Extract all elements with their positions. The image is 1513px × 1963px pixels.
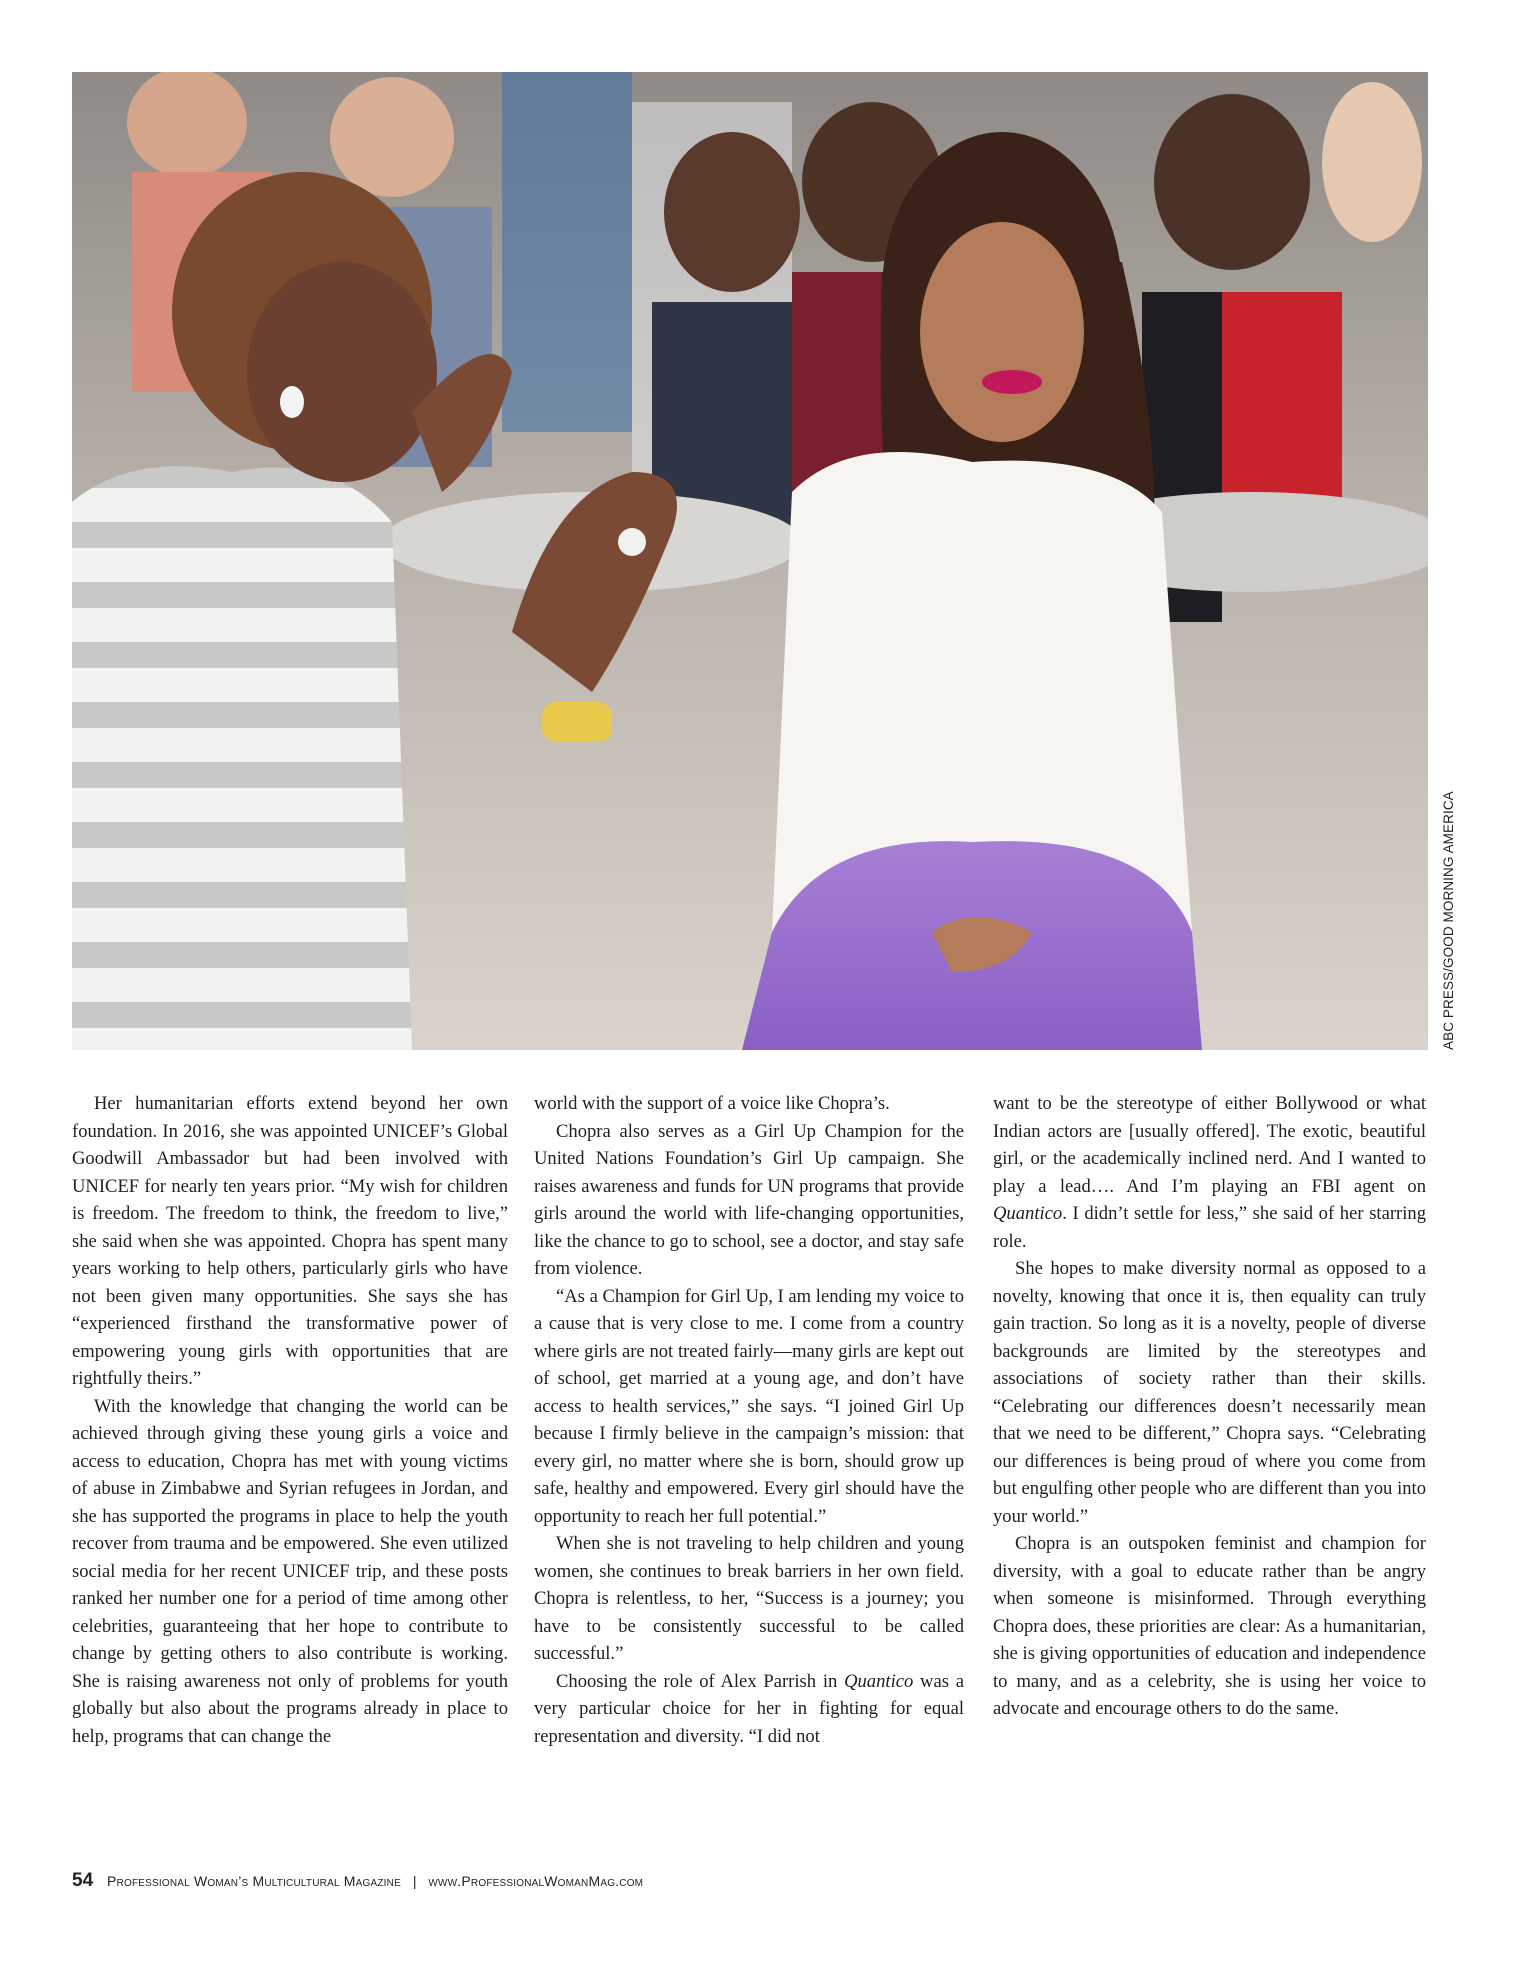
paragraph: Chopra also serves as a Girl Up Champion for the United Nations Foundation’s Girl Up campaign. She raises awareness and funds for UN programs that provide girls around the world with life-changing opportunities, like the chance to go to school, see a doctor, and stay safe from violence. bbox=[534, 1120, 964, 1279]
article-column-1 bbox=[72, 1090, 508, 1750]
paragraph: Chopra is an outspoken feminist and champion for diversity, with a goal to educate rather than be angry when someone is misinformed. Through everything Chopra does, these priorities are clear: As a humanitarian, she is giving opportunities of education and independence to many, and as a celebrity, she is using her voice to advocate and encourage others to do the same. bbox=[993, 1533, 1426, 1719]
article-column-3 bbox=[993, 1090, 1426, 1723]
footer-separator: | bbox=[412, 1873, 417, 1889]
page-number: 54 bbox=[72, 1870, 94, 1891]
magazine-name: Professional Woman’s Multicultural Magazine bbox=[107, 1873, 401, 1889]
paragraph: world with the support of a voice like Chopra’s. bbox=[534, 1093, 890, 1114]
paragraph: Choosing the role of Alex Parrish in Quantico was a very particular choice for her in fighting for equal representation and diversity. “I did not bbox=[534, 1670, 964, 1747]
paragraph: With the knowledge that changing the world can be achieved through giving these young girls a voice and access to education, Chopra has met with young victims of abuse in Zimbabwe and Syrian refugees in Jordan, and she has supported the programs in place to help the youth recover from trauma and be empowered. She even utilized social media for her recent UNICEF trip, and these posts ranked her number one for a period of time among other celebrities, guaranteeing that her hope to contribute to change by getting others to also contribute is working. She is raising awareness not only of problems for youth globally but also about the programs already in place to help, programs that can change the bbox=[72, 1395, 508, 1747]
paragraph: “As a Champion for Girl Up, I am lending my voice to a cause that is very close to me. I come from a country where girls are not treated fairly—many girls are kept out of school, get married at a young age, and don’t have access to health services,” she says. “I joined Girl Up because I firmly believe in the campaign’s mission: that every girl, no matter where she is born, should grow up safe, healthy and empowered. Every girl should have the opportunity to reach her full potential.” bbox=[534, 1285, 964, 1527]
paragraph: want to be the stereotype of either Bollywood or what Indian actors are [usually offered]. The exotic, beautiful girl, or the academically inclined nerd. And I wanted to play a lead…. And I’m playing an FBI agent on Quantico. I didn’t settle for less,” she said of her starring role. bbox=[993, 1093, 1426, 1252]
photo-credit: ABC PRESS/GOOD MORNING AMERICA bbox=[1441, 791, 1456, 1050]
interview-photo-illustration bbox=[72, 72, 1428, 1050]
page-footer bbox=[72, 1870, 643, 1892]
paragraph: Her humanitarian efforts extend beyond her own foundation. In 2016, she was appointed UNICEF’s Global Goodwill Ambassador but had been involved with UNICEF for nearly ten years prior. “My wish for children is freedom. The freedom to think, the freedom to live,” she said when she was appointed. Chopra has spent many years working to help others, particularly girls who have not been given many opportunities. She says she has “experienced firsthand the transformative power of empowering young girls with opportunities that are rightfully theirs.” bbox=[72, 1093, 508, 1389]
article-column-2 bbox=[534, 1090, 964, 1750]
website-link[interactable]: www.ProfessionalWomanMag.com bbox=[428, 1873, 644, 1889]
show-title: Quantico bbox=[993, 1203, 1063, 1224]
paragraph: She hopes to make diversity normal as opposed to a novelty, knowing that once it is, then equality can truly gain traction. So long as it is a novelty, people of diverse backgrounds are limited by the stereotypes and associations of society rather than their skills. “Celebrating our differences doesn’t necessarily mean that we need to be different,” Chopra says. “Celebrating our differences is being proud of where you come from but engulfing other people who are different than you into your world.” bbox=[993, 1258, 1426, 1527]
article-photo bbox=[72, 72, 1428, 1050]
paragraph: When she is not traveling to help children and young women, she continues to break barriers in her own field. Chopra is relentless, to her, “Success is a journey; you have to be consistently successful to be called successful.” bbox=[534, 1533, 964, 1664]
show-title: Quantico bbox=[844, 1670, 914, 1692]
